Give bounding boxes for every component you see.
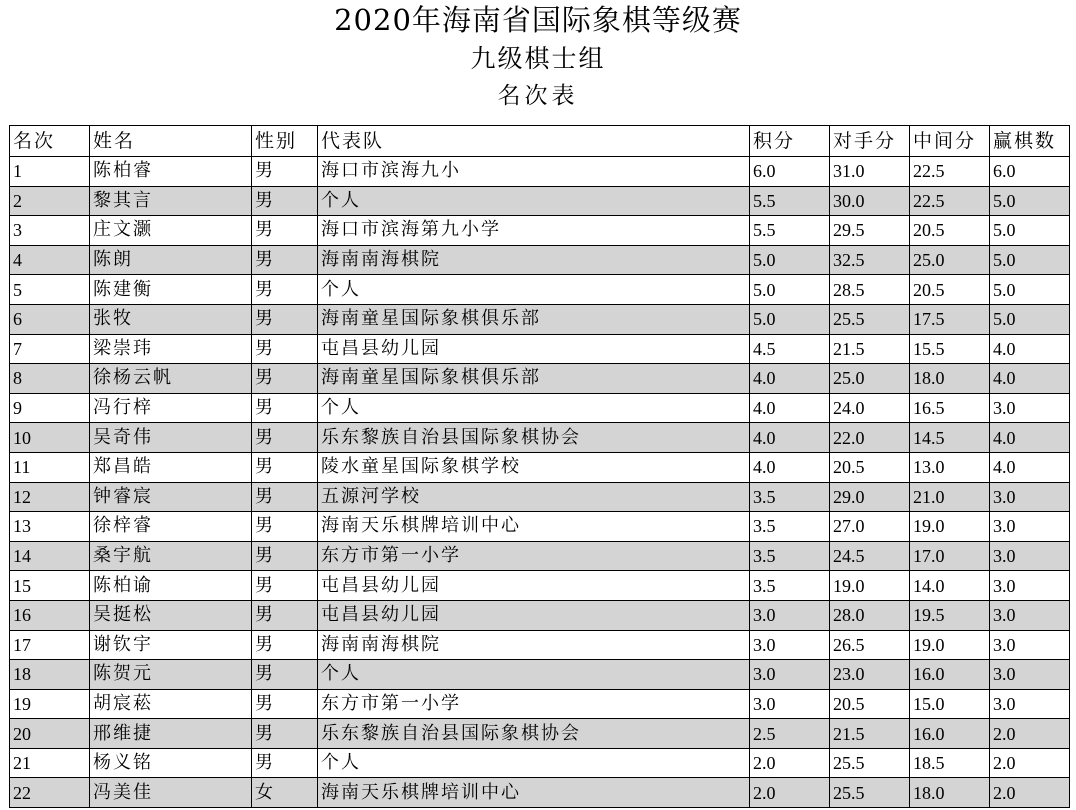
cell-score: 5.0: [750, 304, 830, 334]
cell-opponent-score: 30.0: [830, 186, 910, 216]
column-header-wins: 赢棋数: [990, 126, 1070, 157]
table-body: [10, 157, 1070, 808]
cell-mid-score: 16.0: [910, 719, 990, 749]
cell-score: 3.0: [750, 660, 830, 690]
cell-gender: 男: [252, 216, 318, 246]
table-row: [10, 482, 1070, 512]
table-row: [10, 630, 1070, 660]
column-header-score: 积分: [750, 126, 830, 157]
column-header-mid-score: 中间分: [910, 126, 990, 157]
cell-score: 5.0: [750, 275, 830, 305]
cell-mid-score: 19.5: [910, 600, 990, 630]
cell-wins: 3.0: [990, 689, 1070, 719]
cell-opponent-score: 29.5: [830, 216, 910, 246]
cell-opponent-score: 29.0: [830, 482, 910, 512]
cell-opponent-score: 28.0: [830, 600, 910, 630]
table-row: [10, 512, 1070, 542]
cell-gender: 男: [252, 660, 318, 690]
cell-opponent-score: 19.0: [830, 571, 910, 601]
cell-mid-score: 16.0: [910, 660, 990, 690]
cell-wins: 2.0: [990, 719, 1070, 749]
cell-rank: 5: [10, 275, 90, 305]
cell-rank: 18: [10, 660, 90, 690]
cell-name: 徐杨云帆: [90, 364, 252, 394]
cell-gender: 男: [252, 719, 318, 749]
table-row: [10, 364, 1070, 394]
cell-wins: 4.0: [990, 452, 1070, 482]
cell-gender: 男: [252, 689, 318, 719]
cell-rank: 6: [10, 304, 90, 334]
cell-opponent-score: 21.5: [830, 719, 910, 749]
cell-mid-score: 22.5: [910, 186, 990, 216]
cell-name: 梁崇玮: [90, 334, 252, 364]
table-row: [10, 275, 1070, 305]
table-row: [10, 778, 1070, 808]
cell-team: 海南童星国际象棋俱乐部: [318, 304, 750, 334]
cell-name: 杨义铭: [90, 748, 252, 778]
cell-team: 个人: [318, 393, 750, 423]
cell-wins: 2.0: [990, 748, 1070, 778]
cell-opponent-score: 25.0: [830, 364, 910, 394]
cell-wins: 5.0: [990, 304, 1070, 334]
cell-opponent-score: 21.5: [830, 334, 910, 364]
cell-score: 4.0: [750, 452, 830, 482]
cell-name: 冯行梓: [90, 393, 252, 423]
cell-gender: 男: [252, 334, 318, 364]
table-row: [10, 423, 1070, 453]
cell-mid-score: 25.0: [910, 245, 990, 275]
cell-name: 陈建衡: [90, 275, 252, 305]
table-row: [10, 334, 1070, 364]
cell-gender: 男: [252, 541, 318, 571]
cell-mid-score: 18.0: [910, 778, 990, 808]
cell-team: 个人: [318, 275, 750, 305]
cell-name: 郑昌皓: [90, 452, 252, 482]
table-row: [10, 186, 1070, 216]
cell-score: 3.5: [750, 571, 830, 601]
cell-name: 邢维捷: [90, 719, 252, 749]
cell-rank: 20: [10, 719, 90, 749]
cell-opponent-score: 24.5: [830, 541, 910, 571]
cell-wins: 2.0: [990, 778, 1070, 808]
cell-team: 海南天乐棋牌培训中心: [318, 778, 750, 808]
cell-rank: 16: [10, 600, 90, 630]
cell-score: 6.0: [750, 157, 830, 187]
cell-team: 海南童星国际象棋俱乐部: [318, 364, 750, 394]
cell-mid-score: 21.0: [910, 482, 990, 512]
cell-name: 陈柏睿: [90, 157, 252, 187]
cell-rank: 10: [10, 423, 90, 453]
cell-wins: 3.0: [990, 600, 1070, 630]
cell-mid-score: 17.0: [910, 541, 990, 571]
cell-gender: 女: [252, 778, 318, 808]
cell-gender: 男: [252, 630, 318, 660]
cell-opponent-score: 26.5: [830, 630, 910, 660]
cell-team: 东方市第一小学: [318, 541, 750, 571]
cell-team: 乐东黎族自治县国际象棋协会: [318, 423, 750, 453]
cell-gender: 男: [252, 571, 318, 601]
cell-opponent-score: 20.5: [830, 689, 910, 719]
cell-team: 个人: [318, 660, 750, 690]
cell-team: 海南南海棋院: [318, 630, 750, 660]
cell-gender: 男: [252, 482, 318, 512]
cell-rank: 21: [10, 748, 90, 778]
cell-mid-score: 14.5: [910, 423, 990, 453]
cell-wins: 3.0: [990, 660, 1070, 690]
cell-wins: 5.0: [990, 186, 1070, 216]
cell-name: 陈朗: [90, 245, 252, 275]
cell-score: 3.0: [750, 630, 830, 660]
table-row: [10, 245, 1070, 275]
cell-score: 3.0: [750, 600, 830, 630]
cell-rank: 8: [10, 364, 90, 394]
cell-gender: 男: [252, 364, 318, 394]
cell-gender: 男: [252, 748, 318, 778]
column-header-rank: 名次: [10, 126, 90, 157]
cell-rank: 13: [10, 512, 90, 542]
cell-opponent-score: 32.5: [830, 245, 910, 275]
cell-team: 东方市第一小学: [318, 689, 750, 719]
table-title: 名次表: [497, 83, 579, 109]
cell-opponent-score: 25.5: [830, 748, 910, 778]
cell-mid-score: 18.5: [910, 748, 990, 778]
cell-name: 钟睿宸: [90, 482, 252, 512]
table-row: [10, 719, 1070, 749]
cell-team: 屯昌县幼儿园: [318, 600, 750, 630]
cell-score: 3.5: [750, 541, 830, 571]
cell-opponent-score: 27.0: [830, 512, 910, 542]
cell-gender: 男: [252, 186, 318, 216]
cell-opponent-score: 25.5: [830, 778, 910, 808]
cell-wins: 5.0: [990, 245, 1070, 275]
cell-team: 乐东黎族自治县国际象棋协会: [318, 719, 750, 749]
cell-team: 个人: [318, 748, 750, 778]
table-row: [10, 452, 1070, 482]
cell-name: 桑宇航: [90, 541, 252, 571]
table-row: [10, 689, 1070, 719]
cell-team: 海南天乐棋牌培训中心: [318, 512, 750, 542]
cell-name: 吴挺松: [90, 600, 252, 630]
cell-mid-score: 16.5: [910, 393, 990, 423]
cell-team: 五源河学校: [318, 482, 750, 512]
table-row: [10, 157, 1070, 187]
cell-wins: 3.0: [990, 541, 1070, 571]
cell-score: 5.5: [750, 186, 830, 216]
cell-gender: 男: [252, 600, 318, 630]
cell-score: 2.0: [750, 778, 830, 808]
cell-gender: 男: [252, 157, 318, 187]
cell-opponent-score: 22.0: [830, 423, 910, 453]
cell-wins: 4.0: [990, 334, 1070, 364]
cell-mid-score: 13.0: [910, 452, 990, 482]
cell-rank: 2: [10, 186, 90, 216]
table-row: [10, 600, 1070, 630]
cell-score: 4.0: [750, 393, 830, 423]
cell-name: 黎其言: [90, 186, 252, 216]
cell-wins: 5.0: [990, 216, 1070, 246]
cell-rank: 19: [10, 689, 90, 719]
cell-score: 4.0: [750, 364, 830, 394]
cell-rank: 15: [10, 571, 90, 601]
cell-rank: 1: [10, 157, 90, 187]
cell-mid-score: 22.5: [910, 157, 990, 187]
cell-score: 3.5: [750, 482, 830, 512]
cell-mid-score: 15.5: [910, 334, 990, 364]
cell-mid-score: 15.0: [910, 689, 990, 719]
cell-wins: 5.0: [990, 275, 1070, 305]
table-row: [10, 304, 1070, 334]
cell-team: 屯昌县幼儿园: [318, 334, 750, 364]
column-header-gender: 性别: [252, 126, 318, 157]
table-row: [10, 748, 1070, 778]
cell-mid-score: 19.0: [910, 512, 990, 542]
cell-gender: 男: [252, 393, 318, 423]
cell-gender: 男: [252, 245, 318, 275]
cell-score: 3.5: [750, 512, 830, 542]
cell-rank: 11: [10, 452, 90, 482]
column-header-team: 代表队: [318, 126, 750, 157]
cell-opponent-score: 25.5: [830, 304, 910, 334]
cell-opponent-score: 20.5: [830, 452, 910, 482]
cell-gender: 男: [252, 512, 318, 542]
table-row: [10, 571, 1070, 601]
table-row: [10, 660, 1070, 690]
cell-name: 谢钦宇: [90, 630, 252, 660]
cell-gender: 男: [252, 275, 318, 305]
cell-mid-score: 18.0: [910, 364, 990, 394]
cell-rank: 9: [10, 393, 90, 423]
cell-team: 屯昌县幼儿园: [318, 571, 750, 601]
cell-name: 庄文灏: [90, 216, 252, 246]
cell-rank: 17: [10, 630, 90, 660]
cell-wins: 4.0: [990, 423, 1070, 453]
table-row: [10, 541, 1070, 571]
cell-team: 海口市滨海第九小学: [318, 216, 750, 246]
cell-score: 5.5: [750, 216, 830, 246]
page-title: 2020年海南省国际象棋等级赛: [334, 3, 742, 37]
cell-team: 海南南海棋院: [318, 245, 750, 275]
cell-name: 张牧: [90, 304, 252, 334]
cell-rank: 4: [10, 245, 90, 275]
cell-rank: 12: [10, 482, 90, 512]
table-header-row: [10, 126, 1070, 157]
cell-wins: 3.0: [990, 571, 1070, 601]
cell-mid-score: 20.5: [910, 216, 990, 246]
cell-score: 2.0: [750, 748, 830, 778]
cell-score: 2.5: [750, 719, 830, 749]
table-row: [10, 216, 1070, 246]
cell-team: 陵水童星国际象棋学校: [318, 452, 750, 482]
cell-mid-score: 17.5: [910, 304, 990, 334]
cell-gender: 男: [252, 452, 318, 482]
cell-team: 个人: [318, 186, 750, 216]
cell-wins: 3.0: [990, 630, 1070, 660]
cell-rank: 7: [10, 334, 90, 364]
cell-wins: 3.0: [990, 512, 1070, 542]
cell-opponent-score: 24.0: [830, 393, 910, 423]
cell-gender: 男: [252, 304, 318, 334]
cell-rank: 3: [10, 216, 90, 246]
cell-mid-score: 20.5: [910, 275, 990, 305]
page-subtitle: 九级棋士组: [470, 44, 606, 73]
cell-name: 陈贺元: [90, 660, 252, 690]
cell-name: 徐梓睿: [90, 512, 252, 542]
cell-score: 4.0: [750, 423, 830, 453]
column-header-opponent-score: 对手分: [830, 126, 910, 157]
cell-gender: 男: [252, 423, 318, 453]
cell-score: 3.0: [750, 689, 830, 719]
cell-name: 冯美佳: [90, 778, 252, 808]
cell-opponent-score: 28.5: [830, 275, 910, 305]
cell-mid-score: 14.0: [910, 571, 990, 601]
cell-rank: 14: [10, 541, 90, 571]
cell-mid-score: 19.0: [910, 630, 990, 660]
cell-name: 吴奇伟: [90, 423, 252, 453]
ranking-table: [9, 125, 1070, 808]
cell-opponent-score: 31.0: [830, 157, 910, 187]
cell-rank: 22: [10, 778, 90, 808]
column-header-name: 姓名: [90, 126, 252, 157]
cell-name: 陈柏谕: [90, 571, 252, 601]
cell-wins: 3.0: [990, 393, 1070, 423]
cell-wins: 4.0: [990, 364, 1070, 394]
cell-score: 5.0: [750, 245, 830, 275]
cell-team: 海口市滨海九小: [318, 157, 750, 187]
table-row: [10, 393, 1070, 423]
cell-wins: 6.0: [990, 157, 1070, 187]
cell-wins: 3.0: [990, 482, 1070, 512]
cell-name: 胡宸菘: [90, 689, 252, 719]
cell-opponent-score: 23.0: [830, 660, 910, 690]
cell-score: 4.5: [750, 334, 830, 364]
